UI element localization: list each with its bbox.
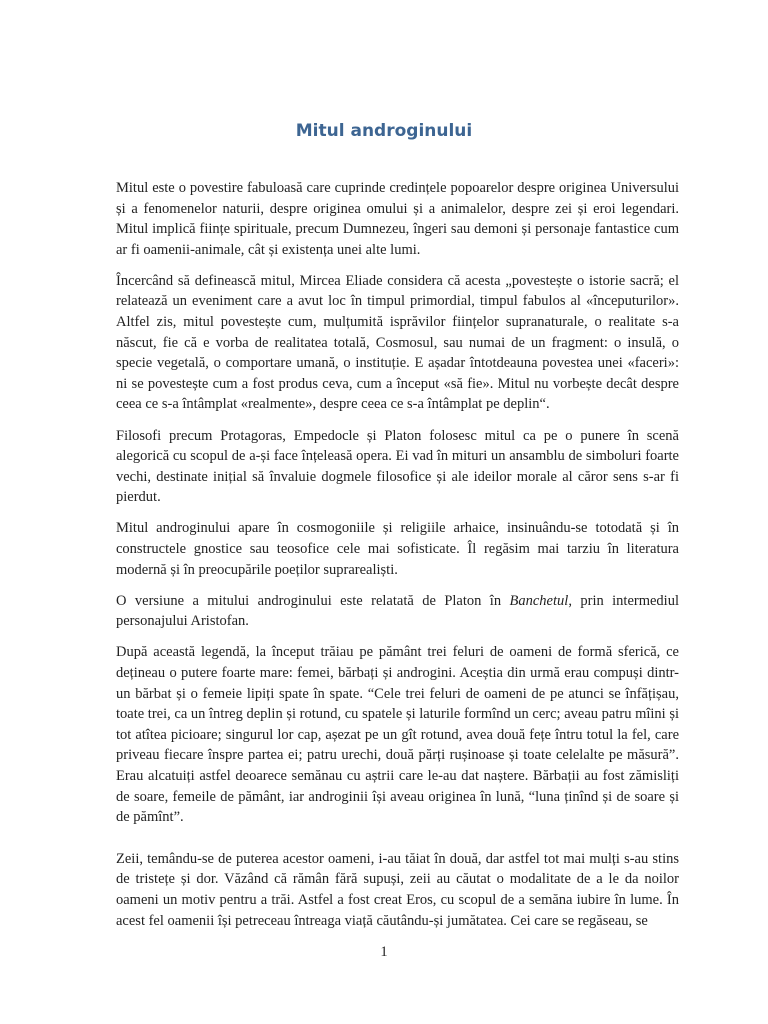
page-title: Mitul androginului: [295, 121, 473, 141]
versiune-text-after: , prin intermediul personajului Aristofan.: [116, 592, 679, 630]
book-title: Banchetul: [509, 592, 569, 609]
paragraph-legenda: După această legendă, la început trăiau pe pământ trei feluri de oameni de formă sferică, ce dețineau o putere foarte mare: femei, bărbați și androgini. Aceștia din urmă erau compuși dintr-un bărbat și o femeie lipiți spate în spate. “Cele trei feluri de oameni de pe atunci se înfățișau, toate trei, ca un întreg deplin și rotund, cu spatele și laturile formînd un cerc; aveau patru mîini și tot atîtea picioare; singurul lor cap, așezat pe un gît rotund, avea două fețe întru totul la fel, care priveau fiecare înspre partea ei; patru urechi, două părți rușinoase și toate celelalte pe măsură”. Erau alcatuiți astfel deoarece semănau cu aștrii care le-au dat naștere. Bărbații au fost zămisliți de soare, femeile de pământ, iar androginii își aveau originea în lună, “luna ținînd și de soare și de pămînt”.: [116, 644, 679, 826]
paragraph-filosofi: Filosofi precum Protagoras, Empedocle și Platon folosesc mitul ca pe o punere în scenă alegorică cu scopul de a-și face înțeleasă opera. Ei vad în mituri un ansamblu de simboluri foarte vechi, destinate inițial să învaluie dogmele filosofice și ale ideilor morale al căror sens s-ar fi pierdut.: [116, 427, 679, 506]
paragraph-versiune: [116, 591, 679, 632]
page-number: 1: [380, 944, 388, 960]
versiune-text-before: O versiune a mitului androginului este relatată de Platon în: [116, 592, 510, 609]
paragraph-intro: Mitul este o povestire fabuloasă care cuprinde credințele popoarelor despre originea Universului și a fenomenelor naturii, despre originea omului și a animalelor, despre zei și eroi legendari. Mitul implică ființe spirituale, precum Dumnezeu, îngeri sau demoni și personaje fantastice cum ar fi oamenii-animale, cât și existența unei alte lumi.: [116, 180, 679, 258]
paragraph-zeii: Zeii, temându-se de puterea acestor oameni, i-au tăiat în două, dar astfel tot mai mulți s-au stins de tristețe și dor. Văzând că rămân fără supuși, zeii au căutat o modalitate de a le da noilor oameni un motiv pentru a trăi. Astfel a fost creat Eros, cu scopul de a semăna iubire în lume. În acest fel oamenii își petreceau întreaga viață căutându-și jumătatea. Cei care se regăseau, se: [116, 850, 679, 929]
paragraph-eliade: Încercând să definească mitul, Mircea Eliade considera că acesta „povestește o istorie sacră; el relatează un eveniment care a avut loc în timpul primordial, timpul fabulos al «începuturilor». Altfel zis, mitul povestește cum, mulțumită isprăvilor ființelor supranaturale, o realitate s-a născut, fie că e vorba de realitatea totală, Cosmosul, sau numai de un fragment: o insulă, o specie vegetală, o comportare umană, o instituție. E așadar întotdeauna povestea unei «faceri»: ni se povestește cum a fost produs ceva, cum a început «să fie». Mitul nu vorbește decât despre ceea ce s-a întâmplat «realmente», despre ceea ce s-a întâmplat pe deplin“.: [116, 272, 679, 413]
paragraph-androgin: Mitul androginului apare în cosmogoniile și religiile arhaice, insinuându-se totodată și în constructele gnostice sau teosofice cele mai sofisticate. Îl regăsim mai tarziu în literatura modernă și în preocupările poeților suprarealiști.: [116, 520, 679, 578]
document-body: [116, 178, 679, 942]
